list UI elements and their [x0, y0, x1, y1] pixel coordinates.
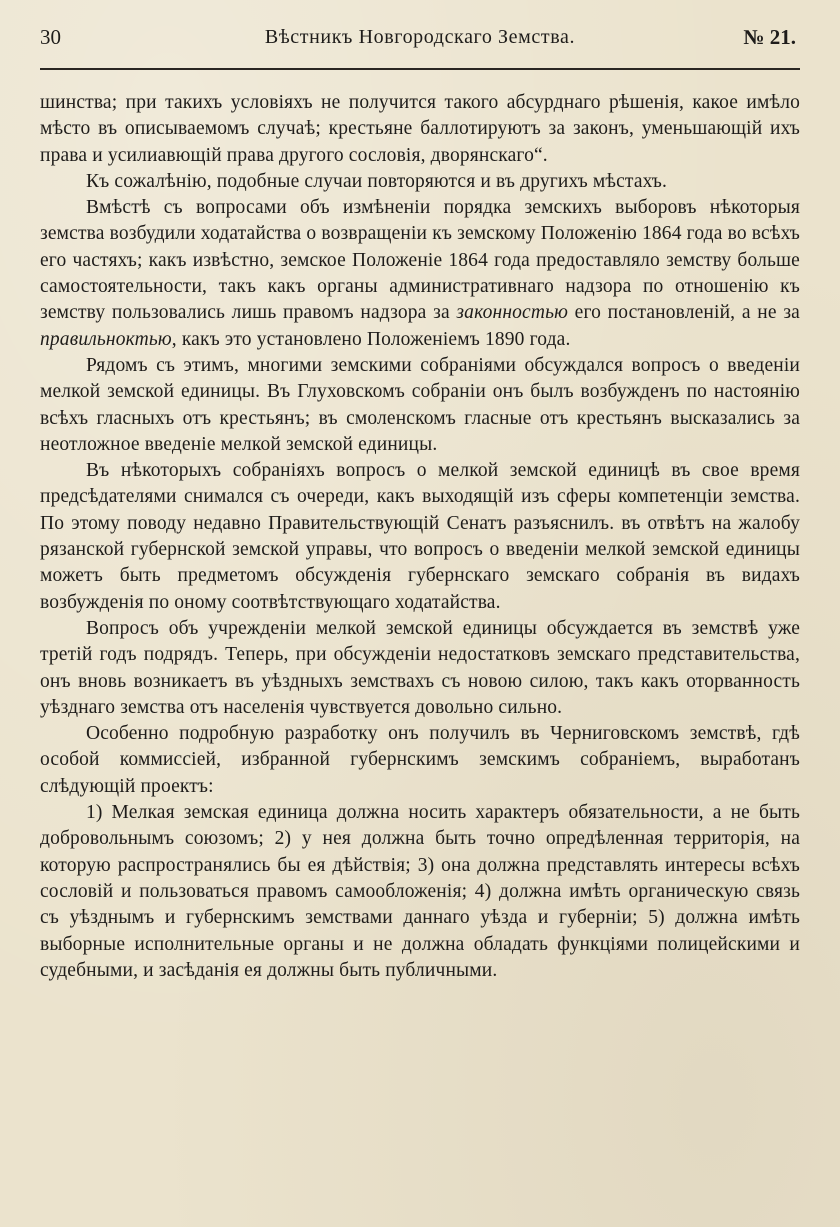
- paragraph-3: [40, 195, 800, 353]
- page-number: 30: [40, 25, 61, 49]
- paragraph-3-part-2: его постановленій, а не за: [568, 302, 800, 324]
- paragraph-3-part-3: , какъ это установлено Положеніемъ 1890 года.: [171, 328, 571, 350]
- article-body: [40, 90, 800, 984]
- issue-number: № 21.: [743, 25, 796, 49]
- paragraph-8: 1) Мелкая земская единица должна носить характеръ обязательности, а не быть добровольнымъ союзомъ; 2) у нея должна быть точно опредѣленная территорія, на которую распространялись бы ея дѣйствія; 3) она должна представлять интересы всѣхъ сословій и пользоваться правомъ самообложенія; 4) должна имѣть органическую связь съ уѣзднымъ и губернскимъ земствами даннаго уѣзда и губерніи; 5) должна имѣть выборные исполнительные органы и не должна обладать функціями полицейскими и судебными, и засѣданія ея должны быть публичными.: [40, 802, 800, 981]
- paragraph-1: шинства; при такихъ условіяхъ не получится такого абсурднаго рѣшенія, какое имѣло мѣсто въ описываемомъ случаѣ; крестьяне баллотируютъ за законъ, уменьшающій ихъ права и усилиавющій права другого сословія, дворянскаго“.: [40, 92, 800, 166]
- emphasis-legality: законностью: [456, 302, 569, 324]
- page-header: [40, 22, 800, 52]
- paragraph-7: Особенно подробную разработку онъ получилъ въ Черниговскомъ земствѣ, гдѣ особой коммиссіей, избранной губернскимъ земскимъ собраніемъ, выработанъ слѣдующій проектъ:: [40, 723, 800, 797]
- paragraph-5: Въ нѣкоторыхъ собраніяхъ вопросъ о мелкой земской единицѣ въ свое время предсѣдателями снимался съ очереди, какъ выходящій изъ сферы компетенціи земства. По этому поводу недавно Правительствующій Сенатъ разъяснилъ. въ отвѣтъ на жалобу рязанской губернской земской управы, что вопросъ о введеніи мелкой земской единицы можетъ быть предметомъ обсужденія губернскаго земскаго собранія въ видахъ возбужденія по оному соотвѣтствующаго ходатайства.: [40, 460, 800, 613]
- header-rule: [40, 68, 800, 70]
- paragraph-4: Рядомъ съ этимъ, многими земскими собраніями обсуждался вопросъ о введеніи мелкой земской единицы. Въ Глуховскомъ собраніи онъ былъ возбужденъ по настоянію всѣхъ гласныхъ отъ крестьянъ; въ смоленскомъ гласные отъ крестьянъ высказались за неотложное введеніе мелкой земской единицы.: [40, 354, 800, 455]
- paragraph-3-part-1: Вмѣстѣ съ вопросами объ измѣненіи порядка земскихъ выборовъ нѣкоторыя земства возбудили ходатайства о возвращеніи къ земскому Положенію 1864 года во всѣхъ его частяхъ; какъ извѣстно, земское Положеніе 1864 года предоставляло земству больше самостоятельности, такъ какъ органы административнаго надзора по отношенію къ земству пользовались лишь правомъ надзора за: [40, 197, 800, 324]
- emphasis-correctness: правильноктью: [40, 328, 172, 350]
- paragraph-6: Вопросъ объ учрежденіи мелкой земской единицы обсуждается въ земствѣ уже третій годъ подрядъ. Теперь, при обсужденіи недостатковъ земскаго представительства, онъ вновь возникаетъ въ уѣздныхъ земствахъ съ новою силою, такъ какъ оторванность уѣзднаго земства отъ населенія чувствуется довольно сильно.: [40, 617, 800, 718]
- journal-title: Вѣстникъ Новгородскаго Земства.: [264, 26, 576, 48]
- paragraph-2: Къ сожалѣнію, подобные случаи повторяются и въ другихъ мѣстахъ.: [86, 170, 668, 192]
